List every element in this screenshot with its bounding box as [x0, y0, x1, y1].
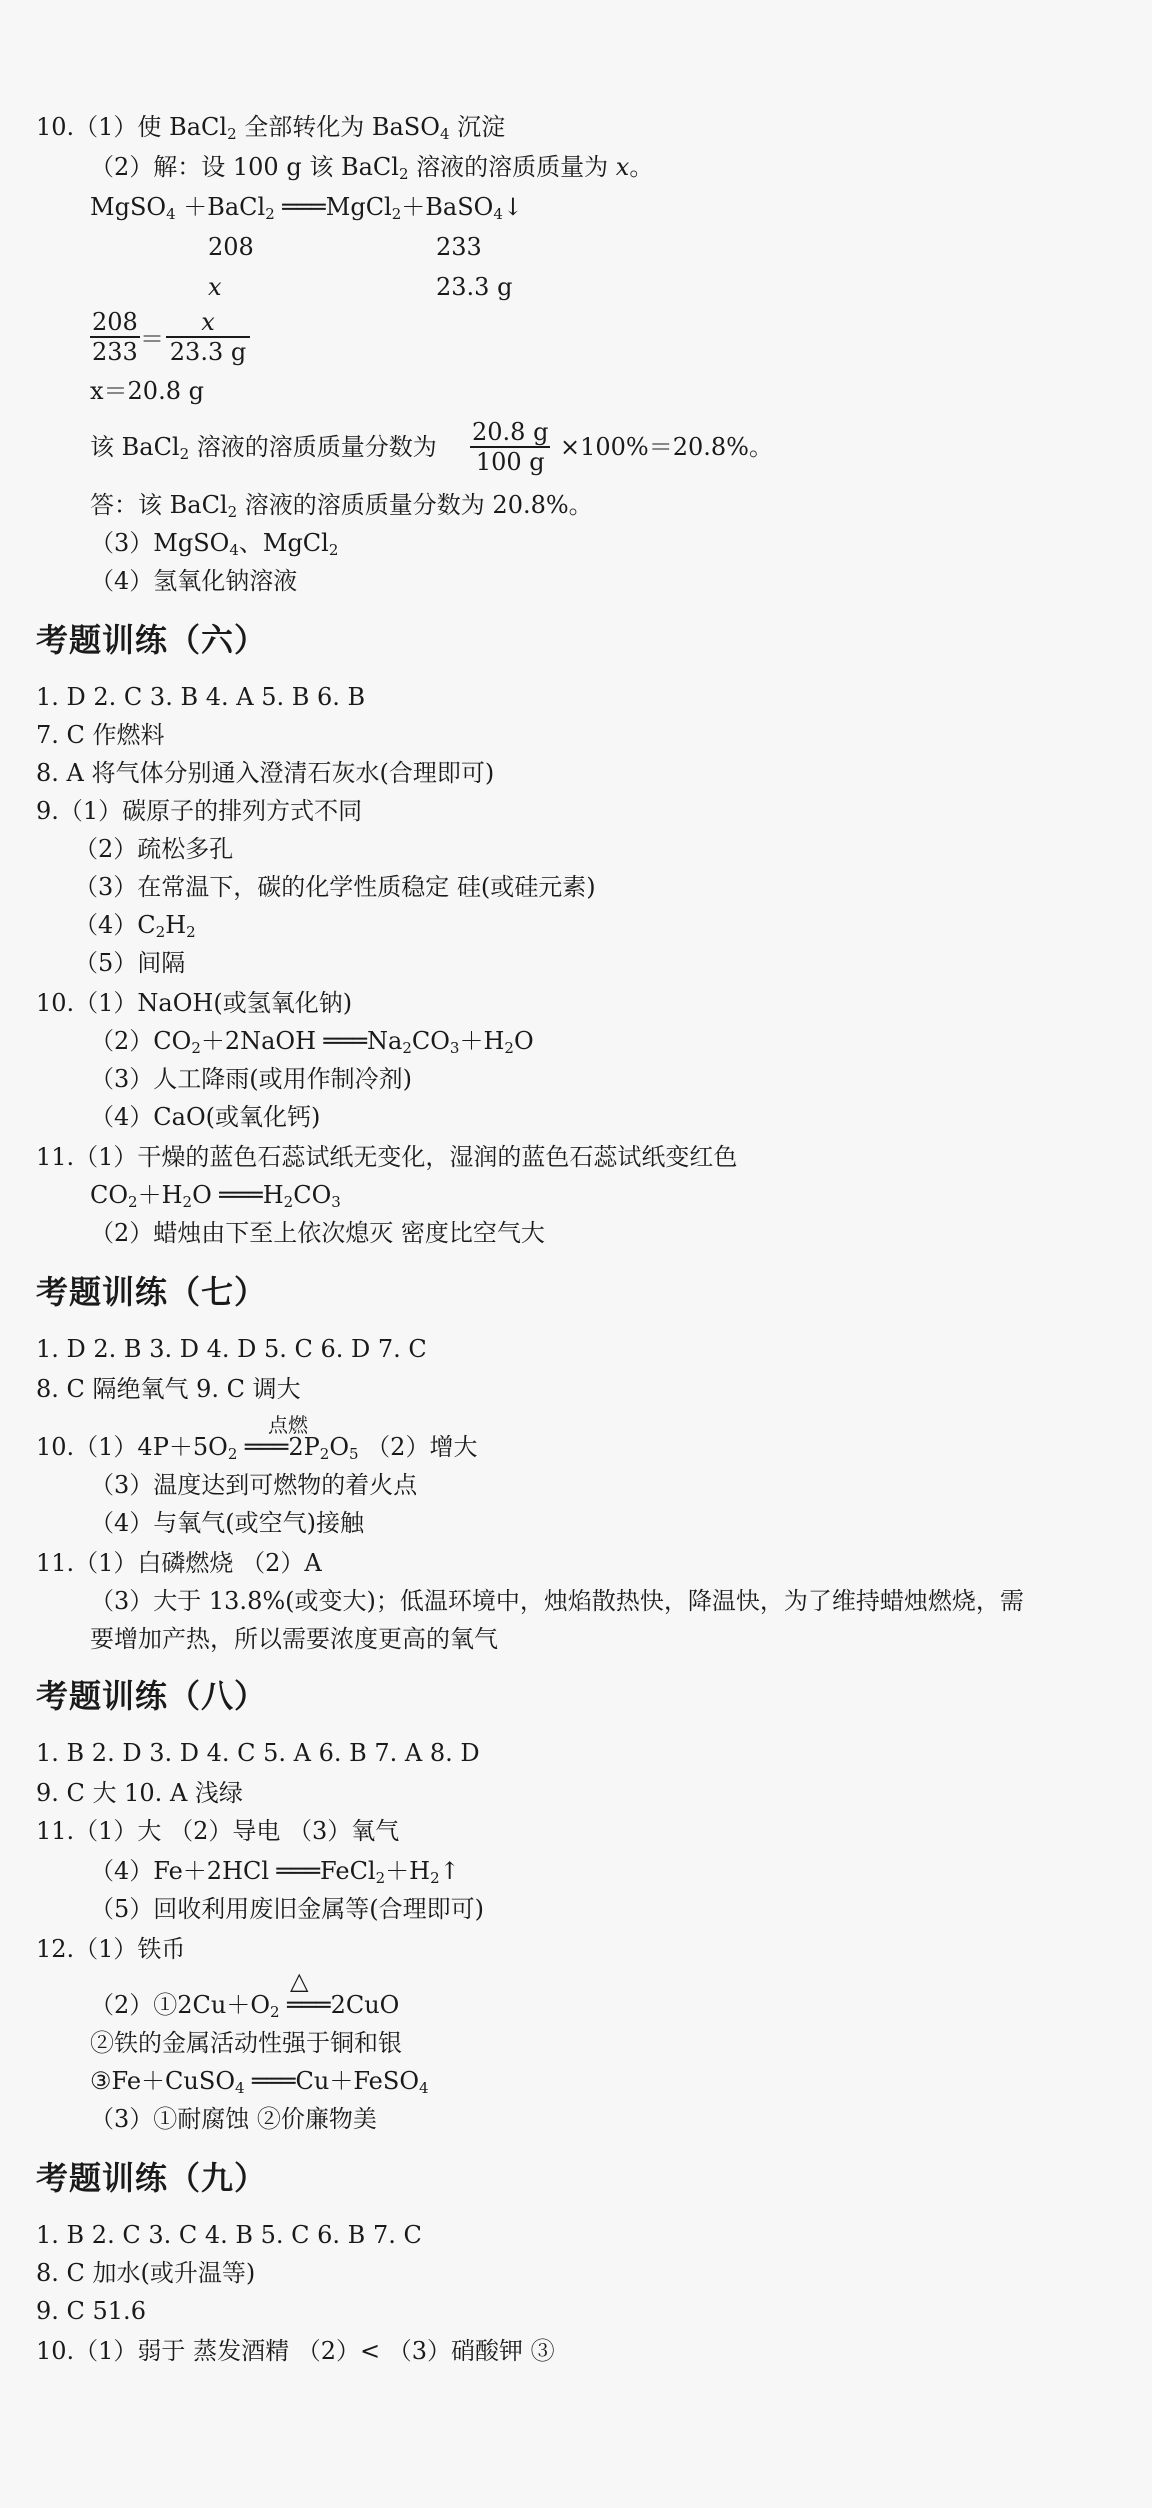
s8-line: $(2)①2Cu+O_2$ ═══2CuO [90, 1991, 400, 2021]
s9-line: 9. C 51.6 [36, 2297, 146, 2325]
fraction-208-233: $\frac{208}{233}$ [92, 308, 138, 366]
section-title-8: 考题训练（八） [36, 1677, 268, 1715]
s8-line: ②铁的金属活动性强于铜和银 [90, 2029, 402, 2057]
s6-line: 7. C 作燃料 [36, 721, 165, 749]
s8-line: （4）Fe＋2HCl $═══FeCl_2+H_2↑$ [90, 1857, 460, 1887]
s8-line: 9. C 大 10. A 浅绿 [36, 1779, 243, 1807]
s8-line: （5）回收利用废旧金属等(合理即可) [90, 1895, 484, 1923]
equals-sign: ＝ [140, 325, 164, 353]
s6-line: $CO_2+H_2O$ $═══H_2CO_3$ [90, 1181, 341, 1211]
s9-line: 1. B 2. C 3. C 4. B 5. C 6. B 7. C [36, 2221, 422, 2249]
s7-line: 1. D 2. B 3. D 4. D 5. C 6. D 7. C [36, 1335, 427, 1363]
s6-line: 1. D 2. C 3. B 4. A 5. B 6. B [36, 683, 366, 711]
s7-line: （3）温度达到可燃物的着火点 [90, 1471, 418, 1499]
s8-line: 12.（1）铁币 [36, 1935, 186, 1963]
ratio-233: 233 [436, 233, 482, 261]
s8-line: ③Fe＋CuSO$_4$ ═══Cu＋FeSO$_4$ [90, 2067, 429, 2097]
s7-line: $10.(1)4P+5O_2$ $═══2P_2O_5$ （2）增大 [36, 1433, 478, 1463]
section-title-9: 考题训练（九） [36, 2159, 268, 2197]
s7-line: 要增加产热，所以需要浓度更高的氧气 [90, 1625, 498, 1653]
pct-suffix: ×100%＝20.8%。 [560, 433, 773, 461]
result-x: x＝20.8 g [90, 377, 204, 405]
q10-part2-intro: （2）解：设 100 g 该 BaCl$_2$ 溶液的溶质质量为 x。 [90, 153, 654, 183]
s7-line: （4）与氧气(或空气)接触 [90, 1509, 364, 1537]
s6-line: 10.（1）NaOH(或氢氧化钠) [36, 989, 353, 1017]
s6-line: （2）疏松多孔 [74, 835, 234, 863]
s6-line: （2）蜡烛由下至上依次熄灭 密度比空气大 [90, 1219, 545, 1247]
ratio-x: x [208, 273, 222, 301]
section-title-7: 考题训练（七） [36, 1273, 268, 1311]
q10-equation: MgSO$_4$ ＋BaCl$_2$ ═══MgCl$_2$＋BaSO$_4$↓ [90, 193, 523, 223]
s9-line: 8. C 加水(或升温等) [36, 2259, 256, 2287]
s7-line: 11.（1）白磷燃烧 （2）A [36, 1549, 322, 1577]
section-title-6: 考题训练（六） [36, 621, 268, 659]
s6-line: $(4)C_2H_2$ [74, 911, 196, 941]
q10-part1: 10.（1）使 BaCl$_2$ 全部转化为 BaSO$_4$ 沉淀 [36, 113, 506, 143]
fraction-x-mass: $\frac{x}{23.3 g}$ [166, 308, 250, 366]
s6-line: 8. A 将气体分别通入澄清石灰水(合理即可) [36, 759, 495, 787]
q10-part3: （3）MgSO$_4$、MgCl$_2$ [90, 529, 339, 559]
q10-part4: （4）氢氧化钠溶液 [90, 567, 298, 595]
q10-answer: 答：该 BaCl$_2$ 溶液的溶质质量分数为 20.8%。 [90, 491, 593, 521]
fraction-pct: $\frac{20.8 g}{100 g}$ [472, 418, 549, 476]
reaction-condition: △ [290, 1967, 309, 1995]
s6-line: 11.（1）干燥的蓝色石蕊试纸无变化，湿润的蓝色石蕊试纸变红色 [36, 1143, 738, 1171]
s6-line: （3）在常温下，碳的化学性质稳定 硅(或硅元素) [74, 873, 596, 901]
s8-line: 11.（1）大 （2）导电 （3）氧气 [36, 1817, 400, 1845]
s6-line: 9.（1）碳原子的排列方式不同 [36, 797, 363, 825]
s8-line: （3）①耐腐蚀 ②价廉物美 [90, 2105, 377, 2133]
s7-line: 8. C 隔绝氧气 9. C 调大 [36, 1375, 301, 1403]
s6-line: （3）人工降雨(或用作制冷剂) [90, 1065, 412, 1093]
reaction-condition: 点燃 [268, 1413, 308, 1437]
s8-line: 1. B 2. D 3. D 4. C 5. A 6. B 7. A 8. D [36, 1739, 480, 1767]
ratio-208: 208 [208, 233, 254, 261]
ratio-mass: 23.3 g [436, 273, 513, 301]
s9-line: 10.（1）弱于 蒸发酒精 （2）< （3）硝酸钾 ③ [36, 2337, 555, 2365]
s6-line: （5）间隔 [74, 949, 186, 977]
s6-line: （4）CaO(或氧化钙) [90, 1103, 321, 1131]
s6-line: $(2)CO_2+2NaOH$ $═══Na_2CO_3+H_2O$ [90, 1027, 534, 1057]
s7-line: （3）大于 13.8%(或变大)；低温环境中，烛焰散热快，降温快，为了维持蜡烛燃烧，需 [90, 1587, 1024, 1615]
pct-prefix: 该 BaCl$_2$ 溶液的溶质质量分数为 [90, 433, 437, 463]
